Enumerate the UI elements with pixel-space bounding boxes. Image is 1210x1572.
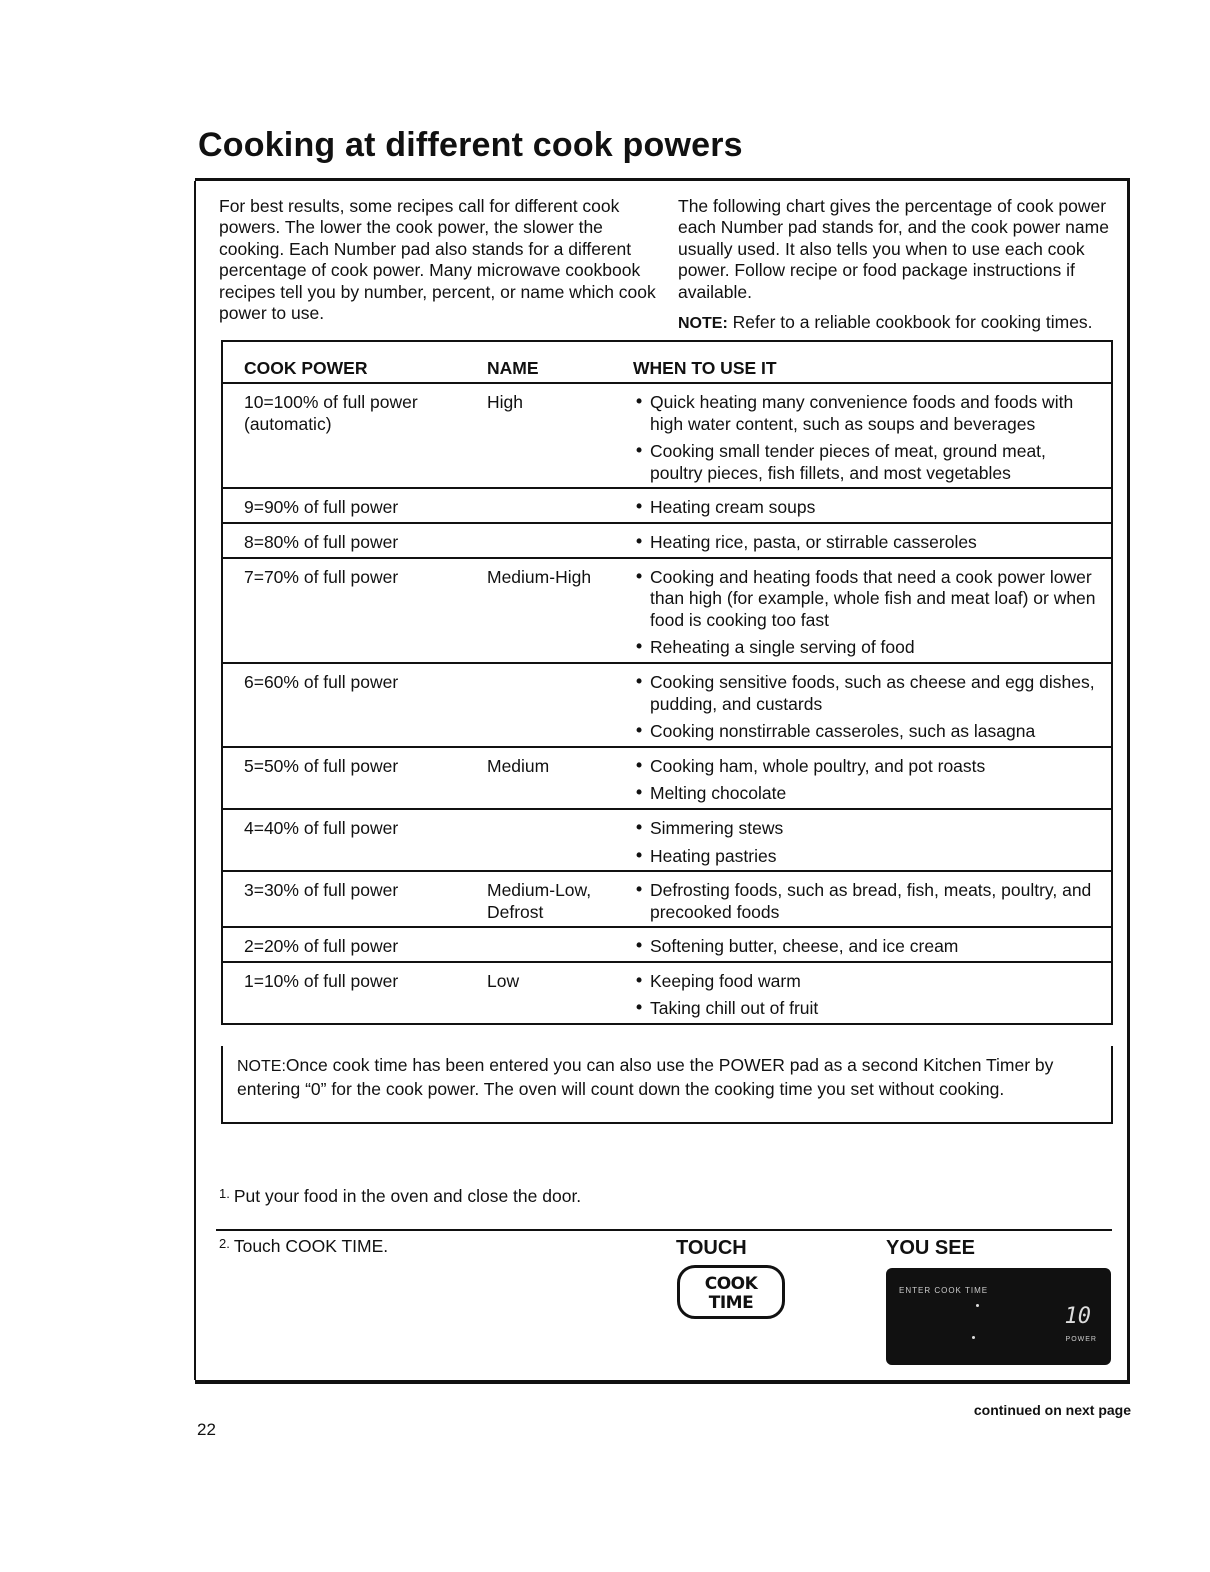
- when-to-use-cell: [633, 747, 1112, 809]
- display-power-label: POWER: [1065, 1336, 1097, 1343]
- power-name-cell: High: [487, 383, 633, 488]
- cook-power-cell: 8=80% of full power: [222, 523, 487, 558]
- table-row: [222, 558, 1112, 663]
- use-bullet: • Quick heating many convenience foods and foods with high water content, such as soups and beverages: [633, 392, 1101, 435]
- page-number: 22: [197, 1420, 216, 1439]
- power-name-cell: [487, 523, 633, 558]
- display-top-label: ENTER COOK TIME: [899, 1286, 989, 1295]
- cook-power-cell: 2=20% of full power: [222, 927, 487, 962]
- header-when-to-use: WHEN TO USE IT: [633, 341, 1112, 383]
- cook-power-cell: 10=100% of full power (automatic): [222, 383, 487, 488]
- table-row: [222, 962, 1112, 1024]
- use-bullet: • Cooking sensitive foods, such as cheese and egg dishes, pudding, and custards: [633, 672, 1101, 715]
- when-to-use-cell: [633, 488, 1112, 523]
- header-name: NAME: [487, 341, 633, 383]
- table-body: [222, 383, 1112, 1024]
- power-name-cell: [487, 809, 633, 871]
- step-divider: [216, 1229, 1112, 1231]
- display-value: 10: [1064, 1304, 1091, 1329]
- timer-note-label: NOTE:: [237, 1058, 286, 1075]
- cook-power-table: [221, 340, 1113, 1025]
- cook-power-cell: 7=70% of full power: [222, 558, 487, 663]
- use-bullet: • Taking chill out of fruit: [633, 998, 1101, 1020]
- step-2-number: 2.: [219, 1236, 230, 1251]
- cook-power-cell: 6=60% of full power: [222, 663, 487, 747]
- pad-line-2: TIME: [708, 1293, 754, 1313]
- step-1: [219, 1186, 581, 1207]
- power-name-cell: Medium-High: [487, 558, 633, 663]
- power-name-cell: Low: [487, 962, 633, 1024]
- use-bullet: • Reheating a single serving of food: [633, 637, 1101, 659]
- when-to-use-cell: [633, 809, 1112, 871]
- step-1-number: 1.: [219, 1186, 230, 1201]
- power-name-cell: [487, 663, 633, 747]
- page-title: Cooking at different cook powers: [198, 126, 743, 164]
- when-to-use-cell: [633, 523, 1112, 558]
- you-see-header: YOU SEE: [886, 1237, 975, 1259]
- intro-left-paragraph: For best results, some recipes call for different cook powers. The lower the cook power, the slower the cooking. Each Number pad also stands for a different percentage of cook power. Many microwave cookbook recipes tell you by number, percent, or name which cook power to use.: [219, 196, 656, 324]
- use-bullet: • Simmering stews: [633, 818, 1101, 840]
- continued-note: continued on next page: [973, 1402, 1131, 1418]
- cook-power-cell: 9=90% of full power: [222, 488, 487, 523]
- header-cook-power: COOK POWER: [222, 341, 487, 383]
- intro-right-paragraph: The following chart gives the percentage of cook power each Number pad stands for, and the cook power name usually used. It also tells you when to use each cook power. Follow recipe or food package instructions if available.: [678, 196, 1109, 302]
- use-bullet: • Defrosting foods, such as bread, fish, meats, poultry, and precooked foods: [633, 880, 1101, 923]
- when-to-use-cell: [633, 558, 1112, 663]
- table-row: [222, 747, 1112, 809]
- display-dot: [972, 1336, 975, 1339]
- note-label: NOTE:: [678, 315, 728, 333]
- table-row: [222, 663, 1112, 747]
- oven-display-illustration: [886, 1268, 1111, 1365]
- table-row: [222, 927, 1112, 962]
- use-bullet: • Keeping food warm: [633, 971, 1101, 993]
- when-to-use-cell: [633, 663, 1112, 747]
- cook-power-cell: 5=50% of full power: [222, 747, 487, 809]
- intro-note: [678, 312, 1123, 334]
- table-row: [222, 809, 1112, 871]
- when-to-use-cell: [633, 927, 1112, 962]
- timer-note-text: Once cook time has been entered you can also use the POWER pad as a second Kitchen Timer by entering “0” for the cook power. The oven will count down the cooking time you set without cooking.: [237, 1055, 1054, 1099]
- timer-note-box: [221, 1046, 1113, 1124]
- power-name-cell: Medium: [487, 747, 633, 809]
- cook-power-cell: 3=30% of full power: [222, 871, 487, 927]
- pad-line-1: COOK: [704, 1274, 758, 1294]
- power-name-cell: [487, 488, 633, 523]
- use-bullet: • Heating rice, pasta, or stirrable casseroles: [633, 532, 1101, 554]
- cook-power-cell: 1=10% of full power: [222, 962, 487, 1024]
- use-bullet: • Heating pastries: [633, 846, 1101, 868]
- display-dot: [976, 1304, 979, 1307]
- use-bullet: • Softening butter, cheese, and ice cream: [633, 936, 1101, 958]
- power-name-cell: [487, 927, 633, 962]
- use-bullet: • Cooking nonstirrable casseroles, such as lasagna: [633, 721, 1101, 743]
- cook-power-cell: 4=40% of full power: [222, 809, 487, 871]
- power-name-cell: Medium-Low, Defrost: [487, 871, 633, 927]
- when-to-use-cell: [633, 383, 1112, 488]
- use-bullet: • Cooking small tender pieces of meat, ground meat, poultry pieces, fish fillets, and most vegetables: [633, 441, 1101, 484]
- note-text: Refer to a reliable cookbook for cooking times.: [727, 312, 1093, 333]
- use-bullet: • Heating cream soups: [633, 497, 1101, 519]
- use-bullet: • Cooking and heating foods that need a cook power lower than high (for example, whole fish and meat loaf) or when food is cooking too fast: [633, 567, 1101, 632]
- intro-right-block: [678, 196, 1123, 334]
- table-row: [222, 488, 1112, 523]
- use-bullet: • Cooking ham, whole poultry, and pot roasts: [633, 756, 1101, 778]
- step-1-text: Put your food in the oven and close the door.: [233, 1186, 582, 1206]
- table-row: [222, 523, 1112, 558]
- when-to-use-cell: [633, 962, 1112, 1024]
- cook-time-pad-illustration: [677, 1265, 785, 1319]
- when-to-use-cell: [633, 871, 1112, 927]
- touch-header: TOUCH: [676, 1237, 747, 1259]
- use-bullet: • Melting chocolate: [633, 783, 1101, 805]
- table-row: [222, 383, 1112, 488]
- table-header-row: [222, 341, 1112, 383]
- step-2: [219, 1236, 388, 1257]
- step-2-text: Touch COOK TIME.: [233, 1236, 389, 1256]
- table-row: [222, 871, 1112, 927]
